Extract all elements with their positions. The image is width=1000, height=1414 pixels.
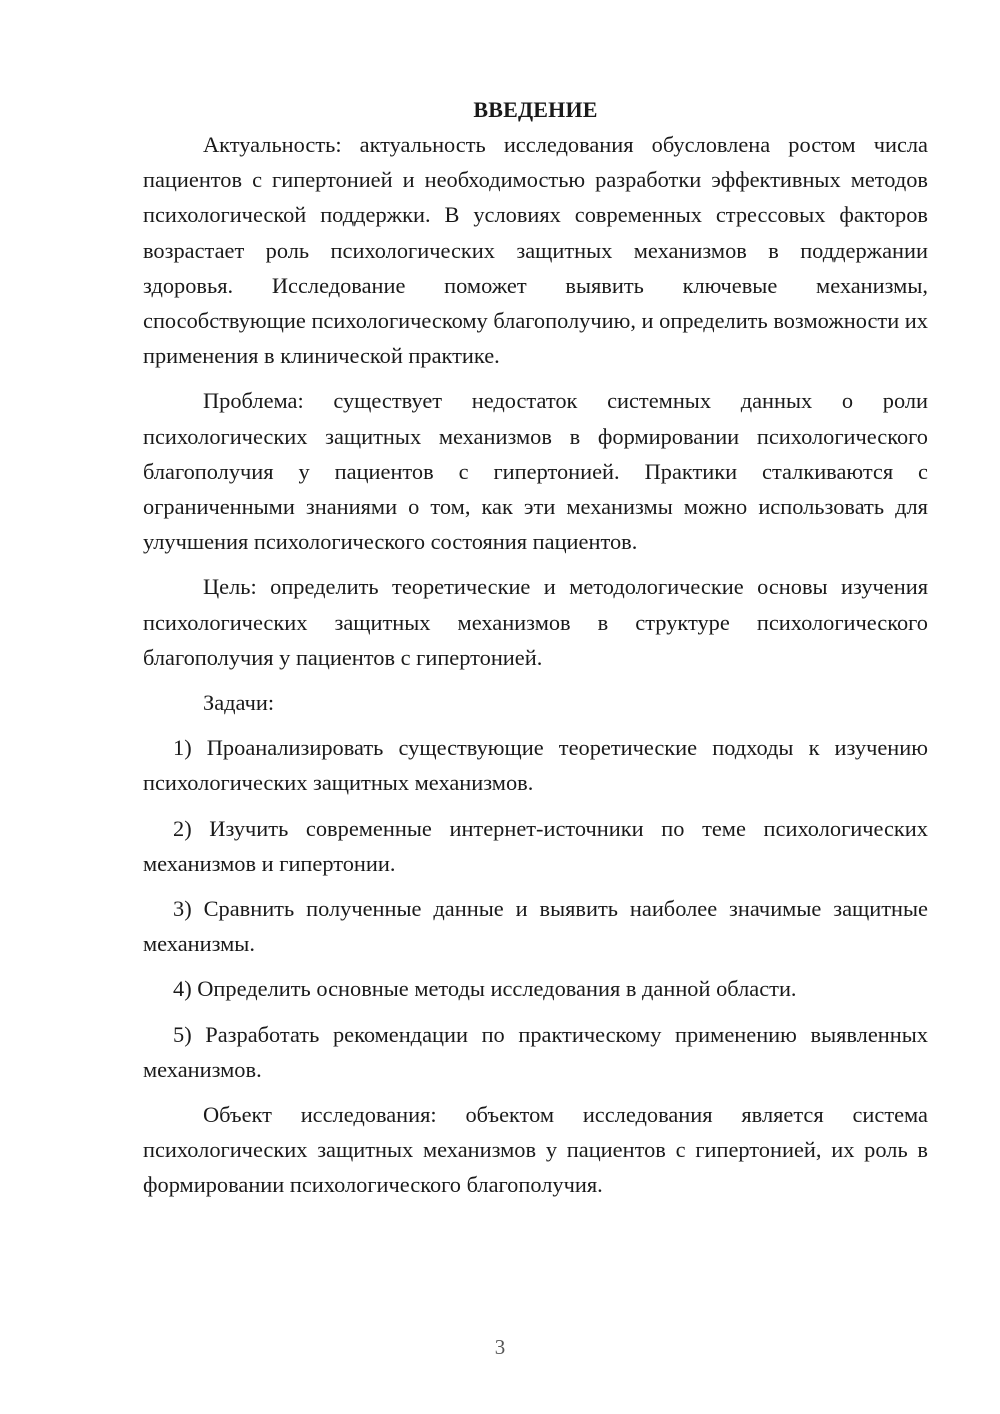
page-number: 3 <box>494 1335 506 1359</box>
document-page <box>143 95 928 1213</box>
section-title: ВВЕДЕНИЕ <box>473 97 598 122</box>
task-item: 2) Изучить современные интернет-источники по теме психологических механизмов и гипертонии. <box>143 815 928 876</box>
task-item: 5) Разработать рекомендации по практическому применению выявленных механизмов. <box>143 1021 928 1082</box>
object-paragraph: Объект исследования: объектом исследования является система психологических защитных механизмов у пациентов с гипертонией, их роль в формировании психологического благополучия. <box>143 1102 928 1198</box>
relevance-paragraph: Актуальность: актуальность исследования обусловлена ростом числа пациентов с гипертонией и необходимостью разработки эффективных методов психологической поддержки. В условиях современных стрессовых факторов возрастает роль психологических защитных механизмов в поддержании здоровья. Исследование поможет выявить ключевые механизмы, способствующие психологическому благополучию, и определить возможности их применения в клинической практике. <box>143 132 928 369</box>
problem-paragraph: Проблема: существует недостаток системных данных о роли психологических защитных механизмов в формировании психологического благополучия у пациентов с гипертонией. Практики сталкиваются с ограниченными знаниями о том, как эти механизмы можно использовать для улучшения психологического состояния пациентов. <box>143 388 928 555</box>
task-item: 3) Сравнить полученные данные и выявить наиболее значимые защитные механизмы. <box>143 896 928 957</box>
goal-paragraph: Цель: определить теоретические и методологические основы изучения психологических защитных механизмов в структуре психологического благополучия у пациентов с гипертонией. <box>143 574 928 670</box>
tasks-list <box>143 730 928 1087</box>
tasks-heading: Задачи: <box>203 690 275 716</box>
task-item: 1) Проанализировать существующие теоретические подходы к изучению психологических защитных механизмов. <box>143 735 928 796</box>
task-item: 4) Определить основные методы исследования в данной области. <box>173 976 797 1002</box>
